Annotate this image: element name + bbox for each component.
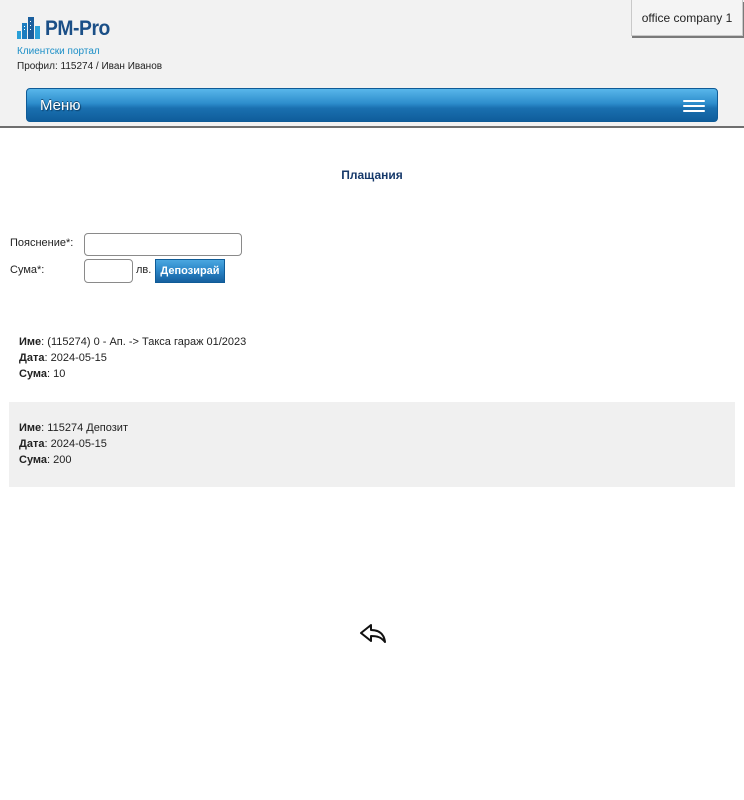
payment-date-row: Дата: 2024-05-15 (19, 352, 107, 364)
payment-date-label: Дата (19, 352, 45, 364)
payment-amount-row: Сума: 200 (19, 454, 72, 466)
payment-name-row: Име: (115274) 0 - Ап. -> Такса гараж 01/2023 (19, 336, 247, 348)
description-label: Пояснение*: (10, 237, 74, 249)
payment-amount-row: Сума: 10 (19, 368, 66, 380)
buildings-logo-icon (17, 15, 44, 39)
payment-date-row: Дата: 2024-05-15 (19, 438, 107, 450)
payment-amount-value: 200 (53, 454, 72, 466)
payment-record (19, 420, 128, 468)
menu-bar[interactable] (26, 88, 718, 122)
payment-date-label: Дата (19, 438, 45, 450)
logo-text: PM-Pro (45, 17, 110, 40)
payment-name-value: (115274) 0 - Ап. -> Такса гараж 01/2023 (47, 336, 247, 348)
reply-arrow-icon[interactable] (359, 622, 387, 644)
payment-name-label: Име (19, 422, 42, 434)
currency-unit: лв. (136, 264, 152, 276)
payment-name-value: 115274 Депозит (47, 422, 128, 434)
page-title: Плащания (341, 168, 403, 182)
profile-label: Профил: 115274 / Иван Иванов (17, 61, 163, 72)
menu-label: Меню (40, 97, 81, 114)
payment-name-label: Име (19, 336, 42, 348)
payment-amount-label: Сума (19, 454, 48, 466)
payment-name-row: Име: 115274 Депозит (19, 422, 128, 434)
hamburger-icon[interactable] (683, 100, 705, 113)
deposit-button[interactable]: Депозирай (155, 259, 225, 283)
company-switch-button[interactable]: office company 1 (631, 0, 743, 36)
description-input[interactable] (84, 233, 242, 256)
payment-record (19, 334, 246, 382)
portal-label: Клиентски портал (17, 46, 100, 57)
logo[interactable] (17, 13, 116, 39)
payment-amount-label: Сума (19, 368, 48, 380)
payment-date-value: 2024-05-15 (50, 438, 107, 450)
payment-date-value: 2024-05-15 (50, 352, 107, 364)
header (0, 0, 744, 128)
amount-label: Сума*: (10, 264, 45, 276)
payment-amount-value: 10 (53, 368, 66, 380)
amount-input[interactable] (84, 259, 133, 283)
